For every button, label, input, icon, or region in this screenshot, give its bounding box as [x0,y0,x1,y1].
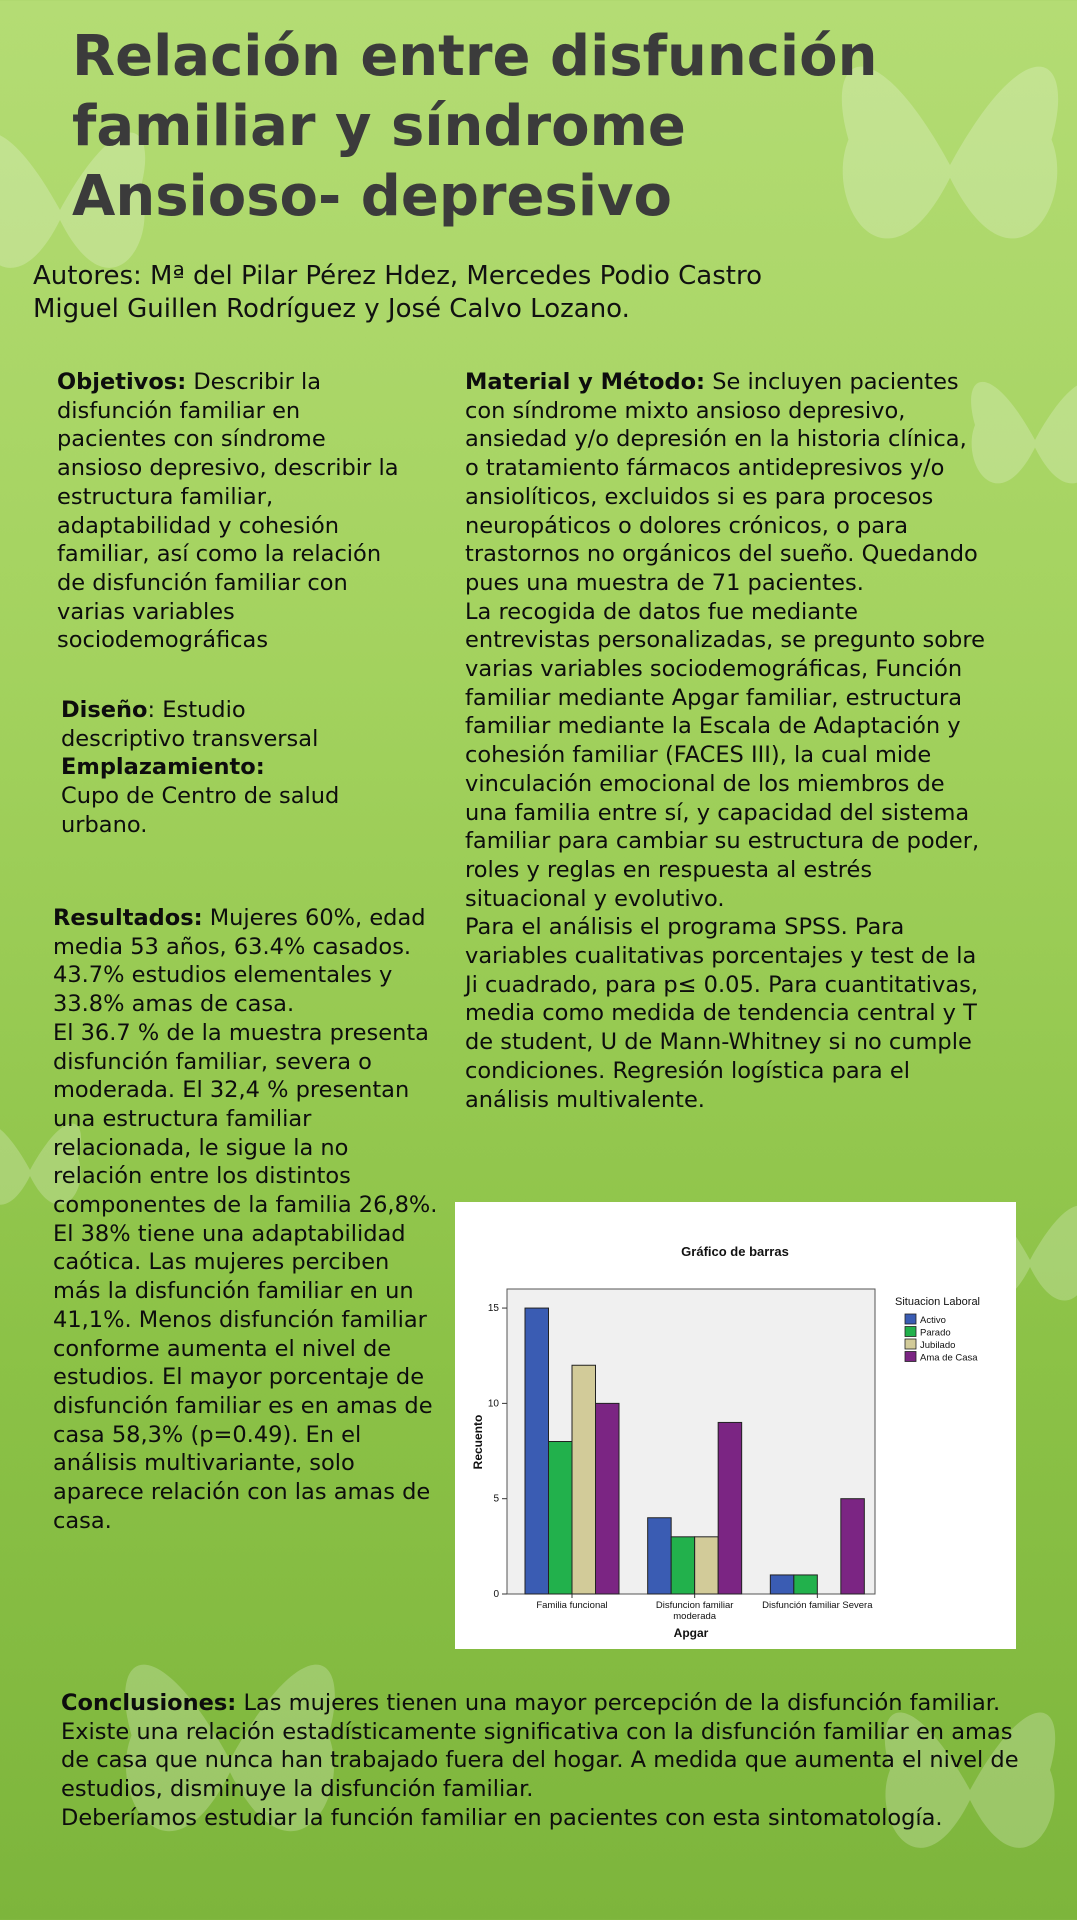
x-tick-label: moderada [673,1611,717,1622]
legend-entry: Parado [920,1327,951,1339]
bar-parado [549,1442,573,1595]
authors-line-1: Autores: Mª del Pilar Pérez Hdez, Mercedes Podio Castro [33,261,762,291]
diseno-text: : Estudio descriptivo transversal [61,697,319,752]
x-tick-label: Familia funcional [536,1600,608,1611]
resultados-text-2: El 36.7 % de la muestra presenta disfunción familiar, severa o moderada. El 32,4 % presentan una estructura familiar relacionada, le sigue la no relación entre los distintos componentes de la familia 26,8%. El 38% tiene una adaptabilidad caótica. Las mujeres perciben más la disfunción familiar en un 41,1%. Menos disfunción familiar conforme aumenta el nivel de estudios. El mayor porcentaje de disfunción familiar es en amas de casa 58,3% (p=0.49). En el análisis multivariante, solo aparece relación con las amas de casa. [53,1019,438,1534]
resultados-section [53,904,438,1535]
x-axis-label: Apgar [673,1626,709,1640]
objetivos-label: Objetivos: [57,369,187,395]
bar-chart [455,1202,1016,1649]
y-axis-label: Recuento [471,1414,485,1470]
legend-entry: Ama de Casa [920,1352,978,1364]
x-tick-label: Disfunción familiar Severa [762,1600,873,1611]
legend-swatch [905,1314,916,1324]
emplazamiento-text: Cupo de Centro de salud urbano. [61,783,340,838]
resultados-label: Resultados: [53,905,203,931]
bar-ama-de-casa [596,1403,620,1594]
bar-activo [770,1575,794,1594]
metodo-text-1: Se incluyen pacientes con síndrome mixto ansioso depresivo, ansiedad y/o depresión en la historia clínica, o tratamiento fármacos antidepresivos y/o ansiolíticos, excluidos si es para procesos neuropáticos o dolores crónicos, o para trastornos no orgánicos del sueño. Quedando pues una muestra de 71 pacientes. [465,369,978,596]
legend-title: Situacion Laboral [895,1296,981,1308]
authors [33,260,762,326]
bar-ama-de-casa [718,1422,742,1594]
y-tick-label: 0 [493,1589,499,1600]
objetivos-section [57,368,402,655]
diseno-label: Diseño [61,697,148,723]
metodo-text-2: La recogida de datos fue mediante entrevistas personalizadas, se pregunto sobre varias variables sociodemográficas, Función familiar mediante Apgar familiar, estructura familiar mediante la Escala de Adaptación y cohesión familiar (FACES III), la cual mide vinculación emocional de los miembros de una familia entre sí, y capacidad del sistema familiar para cambiar su estructura de poder, roles y reglas en respuesta al estrés situacional y evolutivo. [465,598,985,912]
bar-activo [648,1518,672,1594]
x-tick-label: Disfuncion familiar [655,1600,734,1611]
y-tick-label: 5 [493,1493,499,1505]
objetivos-text: Describir la disfunción familiar en pacientes con síndrome ansioso depresivo, describir la estructura familiar, adaptabilidad y cohesión familiar, así como la relación de disfunción familiar con varias variables sociodemográficas [57,369,399,654]
diseno-section [61,696,361,840]
legend-entry: Activo [920,1315,946,1326]
resultados-text: Mujeres 60%, edad media 53 años, 63.4% casados. 43.7% estudios elementales y 33.8% amas de casa. [53,905,426,1018]
conclusiones-text-2: Deberíamos estudiar la función familiar en pacientes con esta sintomatología. [61,1804,943,1831]
y-tick-label: 10 [487,1398,499,1410]
metodo-label: Material y Método: [465,369,706,395]
chart-title: Gráfico de barras [681,1244,789,1259]
metodo-text-3: Para el análisis el programa SPSS. Para variables cualitativas porcentajes y test de la Ji cuadrado, para p≤ 0.05. Para cuantitativas, media como medida de tendencia central y T de student, U de Mann-Whitney si no cumple condiciones. Regresión logística para el análisis multivalente. [465,914,979,1113]
conclusiones-text-1: Las mujeres tienen una mayor percepción de la disfunción familiar. Existe una relación estadísticamente significativa con la disfunción familiar en amas de casa que nunca han trabajado fuera del hogar. A medida que aumenta el nivel de estudios, disminuye la disfunción familiar. [61,1690,1019,1803]
bar-ama-de-casa [841,1499,865,1594]
legend-swatch [905,1352,916,1362]
bar-activo [525,1308,549,1594]
legend-entry: Jubilado [920,1340,956,1351]
conclusiones-section [61,1689,1021,1833]
bar-parado [794,1575,818,1594]
bar-parado [671,1537,695,1594]
bar-chart-svg [455,1202,1016,1649]
bar-jubilado [695,1537,719,1594]
legend-swatch [905,1339,916,1349]
legend-swatch [905,1327,916,1337]
bar-jubilado [572,1365,596,1594]
y-tick-label: 15 [487,1303,499,1315]
poster-title: Relación entre disfunción familiar y síndrome Ansioso- depresivo [72,24,878,229]
authors-line-2: Miguel Guillen Rodríguez y José Calvo Lozano. [33,294,630,324]
conclusiones-label: Conclusiones: [61,1690,237,1716]
metodo-section [465,368,985,1114]
emplazamiento-label: Emplazamiento: [61,754,265,781]
